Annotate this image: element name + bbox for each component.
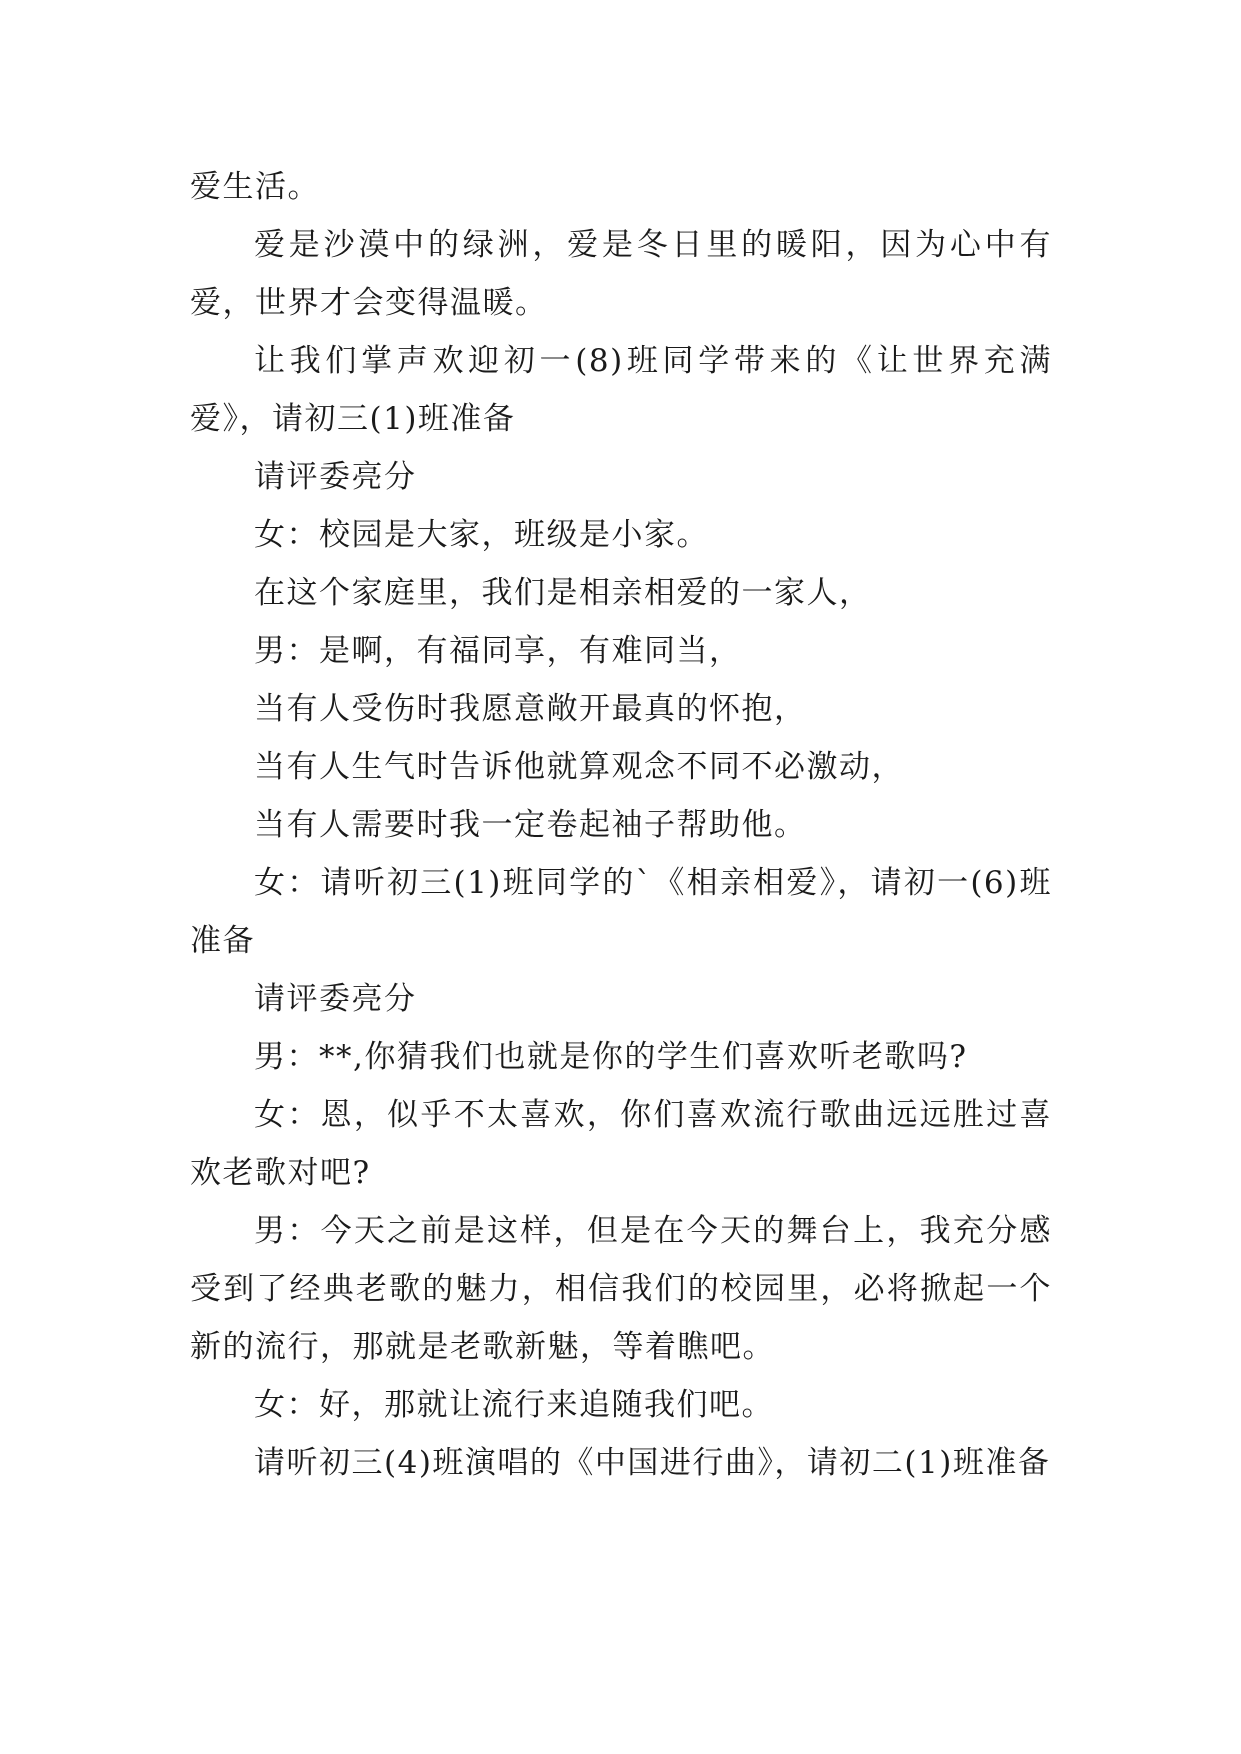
paragraph: 男：今天之前是这样，但是在今天的舞台上，我充分感受到了经典老歌的魅力，相信我们的校园里，必将掀起一个新的流行，那就是老歌新魅，等着瞧吧。 (190, 1213, 1052, 1365)
paragraph: 让我们掌声欢迎初一(8)班同学带来的《让世界充满爱》，请初三(1)班准备 (190, 343, 1052, 437)
paragraph: 女：恩，似乎不太喜欢，你们喜欢流行歌曲远远胜过喜欢老歌对吧? (190, 1097, 1052, 1191)
document-body (190, 158, 1052, 1492)
paragraph: 当有人需要时我一定卷起袖子帮助他。 (254, 807, 807, 843)
paragraph: 女：好，那就让流行来追随我们吧。 (254, 1387, 774, 1423)
paragraph: 男：**,你猜我们也就是你的学生们喜欢听老歌吗? (254, 1039, 968, 1075)
paragraph: 爱是沙漠中的绿洲，爱是冬日里的暖阳，因为心中有爱，世界才会变得温暖。 (190, 227, 1052, 321)
paragraph: 女：校园是大家，班级是小家。 (254, 517, 709, 553)
paragraph: 当有人受伤时我愿意敞开最真的怀抱， (254, 691, 807, 727)
paragraph: 女：请听初三(1)班同学的`《相亲相爱》，请初一(6)班准备 (190, 865, 1052, 959)
paragraph: 当有人生气时告诉他就算观念不同不必激动， (254, 749, 904, 785)
paragraph: 请评委亮分 (254, 459, 417, 495)
paragraph: 请听初三(4)班演唱的《中国进行曲》，请初二(1)班准备 (254, 1445, 1051, 1481)
paragraph: 爱生活。 (190, 169, 320, 205)
paragraph: 男：是啊，有福同享，有难同当， (254, 633, 742, 669)
paragraph: 请评委亮分 (254, 981, 417, 1017)
paragraph: 在这个家庭里，我们是相亲相爱的一家人， (254, 575, 872, 611)
